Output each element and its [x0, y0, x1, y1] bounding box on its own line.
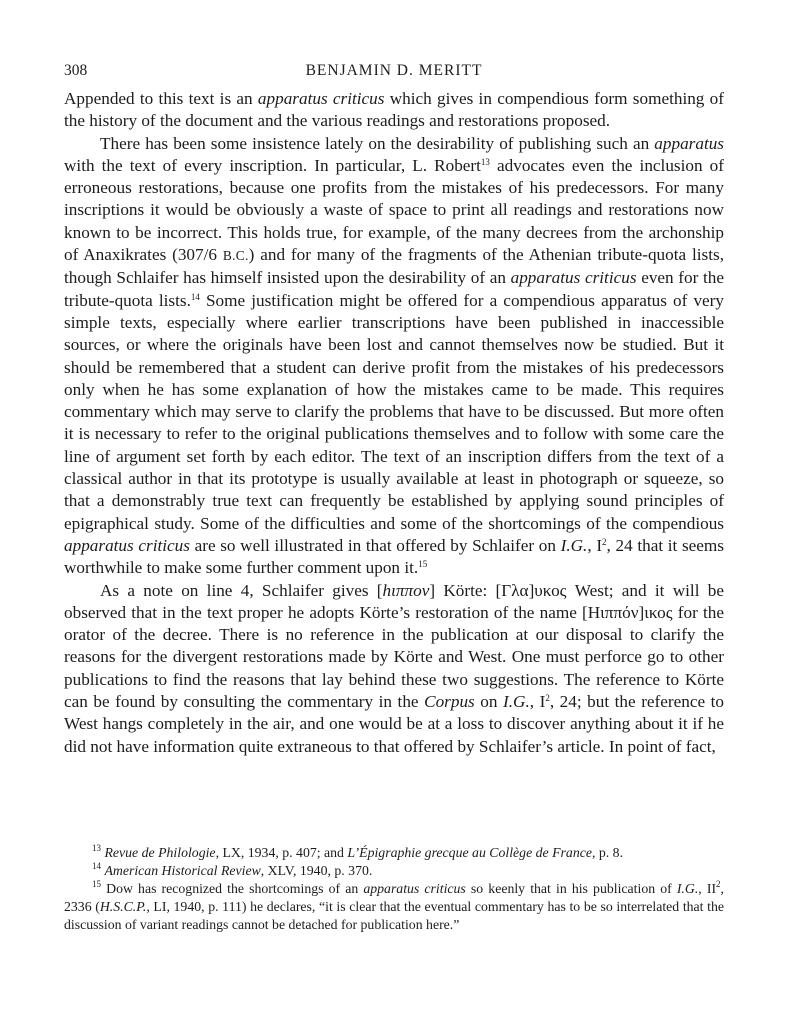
text: ] Körte: [: [429, 580, 502, 600]
text: so keenly that in his publication of: [465, 881, 677, 896]
text: are so well illustrated in that offered by Schlaifer on: [189, 535, 561, 555]
footnotes: [64, 844, 724, 934]
paragraph-2: [64, 133, 724, 580]
page-number: 308: [64, 62, 88, 79]
footnote-15: [64, 880, 724, 934]
text: , p. 8.: [591, 845, 624, 860]
running-title: BENJAMIN D. MERITT: [305, 62, 483, 79]
paragraph-1: [64, 88, 724, 133]
text: even for the tribute-quota lists.: [64, 268, 724, 310]
text: There has been some insistence lately on the desirability of publishing such an: [100, 133, 655, 153]
superscript: 2: [545, 693, 550, 704]
italic-text: I.G.: [503, 692, 530, 712]
text: , XLV, 1940, p. 370.: [260, 863, 373, 878]
footnote-14: [64, 862, 724, 880]
italic-text: apparatus criticus: [64, 535, 190, 555]
footnote-ref-14[interactable]: 14: [190, 291, 200, 302]
text: West; and it will be observed that in the text proper he adopts Körte’s restoration of the name [: [64, 580, 724, 622]
text: As a note on line 4, Schlaifer gives [: [100, 580, 383, 600]
small-caps-text: B.C.: [222, 248, 249, 264]
footnote-number: 13: [92, 843, 101, 853]
greek-text: Γλα: [501, 580, 529, 600]
text: ) and for many of the fragments of the Athenian tribute-quota lists, though Schlaifer has himself insisted upon the desirability of an: [64, 245, 724, 288]
italic-text: I.G.: [560, 535, 588, 555]
italic-text: apparatus criticus: [363, 881, 466, 896]
footnote-13: [64, 844, 724, 862]
text: advocates even the inclusion of erroneous restorations, because one profits from the mistakes of his predecessors. For many inscriptions it would be obviously a waste of space to print all readings and restorations now known to be incorrect. This holds true, for example, of the many decrees from the archonship of Anaxikrates (307/6: [64, 155, 724, 265]
text: , 24; but the reference to West hangs completely in the air, and one would be at a loss to discover anything about it if he did not have information quite extraneous to that offered by Schlaifer’s article. In point of fact,: [64, 692, 725, 756]
italic-text: Corpus: [424, 692, 475, 712]
italic-text: apparatus criticus: [257, 89, 385, 108]
text: Some justification might be offered for a compendious apparatus of very simple texts, especially where earlier transcriptions have been published in inaccessible sources, or where the originals have been lost and cannot themselves now be studied. But it should be remembered that a student can derive profit from the mistakes of his predecessors only when he has some explanation of how the mistakes came to be made. This requires commentary which may serve to clarify the problems that have to be discussed. But more often it is necessary to refer to the original publications themselves and to follow with some care the line of argument set forth by each editor. The text of an inscription differs from the text of a classical author in that its prototype is usually available at least in photograph or squeeze, so that a demonstrably true text can frequently be established by applying sound principles of epigraphical study. Some of the difficulties and some of the shortcomings of the compendious: [64, 290, 724, 533]
text: for the orator of the decree. There is no reference in the publication at our disposal to clarify the reasons for the divergent restorations made by Körte and West. One must perforce go to other publications to find the reasons that lay behind these two suggestions. The reference to Körte can be found by consulting the commentary in the: [64, 602, 724, 712]
text: , I: [529, 692, 546, 712]
greek-text: υκος: [534, 580, 567, 600]
italic-text: American Historical Review: [104, 863, 261, 878]
text: ]: [638, 602, 645, 622]
text: , 2336 (: [64, 881, 724, 914]
italic-text: apparatus: [654, 133, 724, 153]
italic-text: apparatus criticus: [510, 268, 637, 288]
italic-text: I.G.: [676, 881, 699, 896]
footnote-ref-15[interactable]: 15: [418, 559, 428, 570]
text: , II: [698, 881, 717, 896]
text: on: [474, 692, 504, 712]
text: Appended to this text is an: [64, 89, 258, 108]
running-head: [64, 62, 724, 88]
body-text: [64, 88, 724, 758]
text: ]: [528, 580, 535, 600]
italic-text: Revue de Philologie: [104, 845, 216, 860]
italic-text: L’Épigraphie grecque au Collège de France: [347, 845, 592, 860]
text: , LX, 1934, p. 407; and: [215, 845, 348, 860]
footnote-ref-13[interactable]: 13: [480, 156, 490, 167]
footnote-number: 15: [92, 879, 101, 889]
superscript: 2: [602, 536, 607, 547]
italic-text: H.S.C.P.: [99, 899, 147, 914]
footnote-number: 14: [92, 861, 101, 871]
text: , 24 that it seems worthwhile to make some further comment upon it.: [64, 535, 724, 578]
superscript: 2: [716, 879, 721, 889]
paragraph-3: [64, 580, 724, 758]
text: which gives in compendious form something of the history of the document and the various readings and restorations proposed.: [64, 89, 724, 131]
greek-text: Hιππόν: [587, 602, 639, 622]
text: Dow has recognized the shortcomings of an: [101, 881, 364, 896]
greek-text: ικος: [644, 602, 673, 622]
text: with the text of every inscription. In particular, L. Robert: [64, 155, 481, 175]
page: [64, 62, 724, 758]
text: , I: [587, 535, 603, 555]
text: , LI, 1940, p. 111) he declares, “it is clear that the eventual commentary has to be so interrelated that the discussion of variant readings cannot be detached for publication here.”: [64, 899, 724, 932]
greek-text: hιππον: [382, 580, 430, 600]
